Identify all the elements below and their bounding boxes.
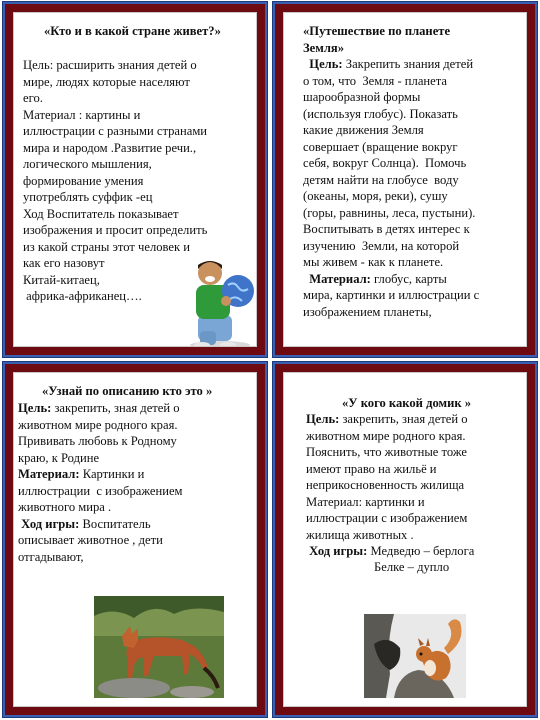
- body-line: [18, 532, 250, 549]
- card-content: [13, 12, 257, 347]
- body-line: [306, 461, 520, 478]
- body-line-text: Картинки и: [79, 467, 145, 481]
- card-title: «Узнай по описанию кто это »: [42, 384, 213, 398]
- body-line-label: Цель:: [306, 412, 340, 426]
- body-line: [306, 494, 520, 511]
- body-line: [303, 122, 520, 139]
- body-line-text: Закрепить знания детей: [342, 57, 474, 71]
- body-line: Ход Воспитатель показывает: [23, 206, 179, 221]
- body-line-text: мира, картинки и иллюстрации с: [303, 288, 480, 302]
- body-line-text: краю, к Родине: [18, 450, 100, 465]
- body-line-text: закрепить, зная детей о: [339, 412, 468, 426]
- body-line: [303, 238, 520, 255]
- wild-dog-image: [94, 596, 224, 698]
- body-line: [18, 400, 250, 417]
- body-line: [306, 543, 520, 560]
- card-title: «Кто и в какой стране живет?»: [44, 24, 221, 38]
- body-line: его.: [23, 91, 43, 105]
- body-line: [18, 417, 250, 434]
- body-line-text: детям найти на глобусе воду: [303, 172, 459, 187]
- body-line: [18, 433, 250, 450]
- card-content: [13, 372, 257, 707]
- body-line: [303, 73, 520, 90]
- body-line-text: отгадывают,: [18, 549, 84, 564]
- body-line-text: неприкосновенность жилища: [306, 478, 465, 492]
- body-line: [303, 304, 520, 321]
- body-line: [303, 172, 520, 189]
- body-line: изображения и просит определить: [23, 223, 208, 237]
- body-line-text: иллюстрации с изображением: [306, 511, 468, 525]
- card-body: [303, 56, 520, 320]
- body-line: [306, 477, 520, 494]
- body-line: [18, 466, 250, 483]
- card-title: [303, 23, 520, 56]
- body-line: [303, 188, 520, 205]
- body-line-text: (океаны, моря, реки), сушу: [303, 189, 448, 203]
- body-line: африка-африканец….: [23, 289, 142, 303]
- body-line: [306, 510, 520, 527]
- body-line-text: имеют право на жильё и: [306, 461, 437, 476]
- body-line: [18, 483, 250, 500]
- body-line-label: Материал:: [303, 271, 371, 286]
- body-line-text: (используя глобус). Показать: [303, 106, 458, 121]
- body-line: [303, 56, 520, 73]
- card-who-lives-where: [3, 2, 267, 357]
- body-line-text: глобус, карты: [370, 271, 447, 286]
- body-line-label: Материал:: [18, 467, 80, 481]
- body-line: Материал : картины и: [23, 107, 141, 122]
- body-line-text: Материал: картинки и: [306, 494, 425, 509]
- body-line-text: шарообразной формы: [303, 90, 421, 104]
- body-line-text: описывает животное , дети: [18, 533, 163, 547]
- body-line-label: Ход игры:: [306, 544, 368, 558]
- body-line: [18, 450, 250, 467]
- body-line-text: о том, что Земля - планета: [303, 73, 447, 88]
- body-line-label: Цель:: [18, 401, 52, 415]
- squirrel-image: [364, 614, 466, 698]
- body-line-text: Прививать любовь к Родному: [18, 434, 177, 448]
- body-line-text: изучению Земли, на которой: [303, 238, 460, 253]
- card-content: [283, 372, 527, 707]
- body-line: мира и народом .Развитие речи.,: [23, 140, 197, 155]
- body-line-text: животного мира .: [18, 500, 112, 514]
- body-line: [303, 155, 520, 172]
- card-title: «У кого какой домик »: [342, 396, 472, 410]
- card-title-line: Земля»: [303, 40, 344, 55]
- body-line: [303, 271, 520, 288]
- body-line-text: иллюстрации с изображением: [18, 483, 183, 498]
- body-line: [306, 444, 520, 461]
- body-line-text: изображением планеты,: [303, 304, 432, 319]
- body-line: [303, 254, 520, 271]
- body-line-text: животном мире родного края.: [306, 428, 466, 443]
- card-journey-planet-earth: [273, 2, 537, 357]
- body-line-last: Белке – дупло: [374, 560, 450, 574]
- body-line: [306, 411, 520, 428]
- body-line-label: Цель:: [303, 57, 343, 71]
- body-line-text: себя, вокруг Солнца). Помочь: [303, 156, 467, 170]
- boy-with-globe-image: [182, 255, 256, 347]
- card-guess-by-description: [3, 362, 267, 717]
- card-body: [18, 400, 250, 565]
- body-line: Китай-китаец,: [23, 272, 100, 287]
- body-line: [303, 89, 520, 106]
- body-line: иллюстрации с разными странами: [23, 124, 208, 138]
- body-line: [303, 287, 520, 304]
- card-title-line: «Путешествие по планете: [303, 24, 451, 38]
- body-line: [303, 139, 520, 156]
- body-line: [18, 549, 250, 566]
- body-line-text: животном мире родного края.: [18, 417, 178, 432]
- body-line: [306, 527, 520, 544]
- body-line-label: Ход игры:: [18, 516, 80, 531]
- body-line-text: (горы, равнины, леса, пустыни).: [303, 205, 476, 220]
- card-who-lives-in-which-house: [273, 362, 537, 717]
- body-line: употреблять суффик -ец: [23, 190, 153, 204]
- body-line-text: совершает (вращение вокруг: [303, 139, 458, 154]
- body-line: логического мышления,: [23, 157, 152, 171]
- body-line-text: Пояснить, что животные тоже: [306, 445, 467, 459]
- body-line: Цель: расширить знания детей о: [23, 58, 197, 72]
- body-line: формирование умения: [23, 173, 144, 188]
- body-line-text: Воспитатель: [79, 516, 151, 531]
- body-line: [303, 106, 520, 123]
- card-content: [283, 12, 527, 347]
- body-line: [303, 221, 520, 238]
- body-line: из какой страны этот человек и: [23, 239, 191, 254]
- body-line: [306, 428, 520, 445]
- body-line-text: Воспитывать в детях интерес к: [303, 222, 470, 236]
- body-line-text: мы живем - как к планете.: [303, 255, 444, 269]
- body-line: [303, 205, 520, 222]
- body-line-text: какие движения Земля: [303, 123, 424, 137]
- body-line-text: жилища животных .: [306, 527, 414, 542]
- body-line: [18, 516, 250, 533]
- body-line: мире, людях которые населяют: [23, 74, 190, 89]
- body-line-text: Медведю – берлога: [367, 544, 475, 558]
- body-line-text: закрепить, зная детей о: [51, 401, 180, 415]
- body-line: [18, 499, 250, 516]
- card-body: [306, 411, 520, 560]
- body-line: как его назовут: [23, 256, 105, 270]
